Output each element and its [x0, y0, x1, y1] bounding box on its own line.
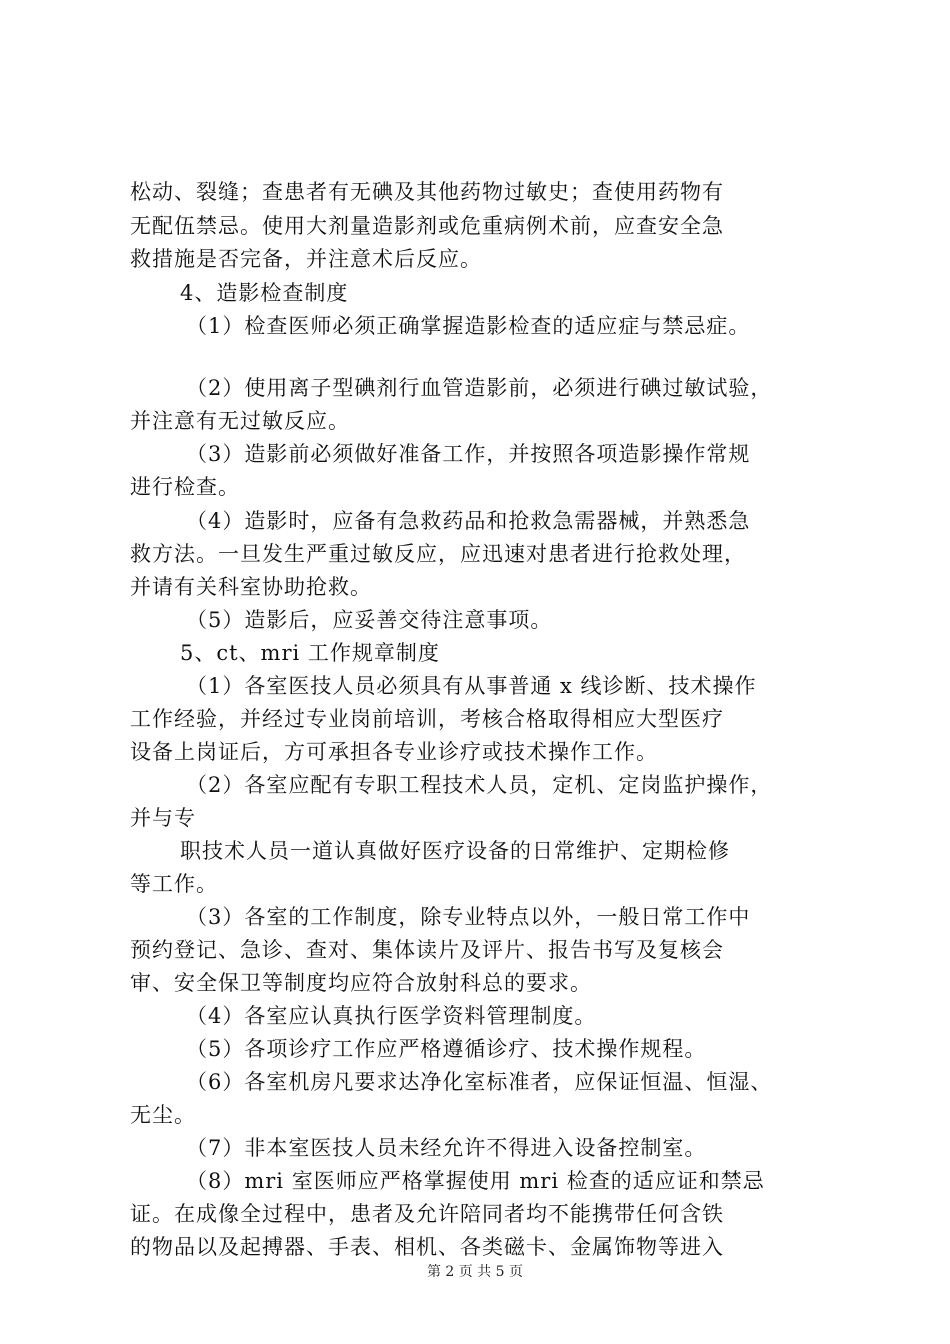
- body-text-line: （2）各室应配有专职工程技术人员，定机、定岗监护操作，: [186, 773, 773, 797]
- body-text-line: 无配伍禁忌。使用大剂量造影剂或危重病例术前，应查安全急: [130, 214, 724, 238]
- body-text-line: （5）造影后，应妥善交待注意事项。: [186, 608, 553, 632]
- section-heading: 5、ct、mri 工作规章制度: [180, 641, 440, 665]
- body-text-line: 审、安全保卫等制度均应符合放射科总的要求。: [130, 971, 592, 995]
- body-text-line: （8）mri 室医师应严格掌握使用 mri 检查的适应证和禁忌: [186, 1169, 765, 1193]
- body-text-line: 并与专: [130, 806, 196, 830]
- page-number-footer: 第 2 页 共 5 页: [426, 1264, 524, 1280]
- body-text-line: 等工作。: [130, 872, 218, 896]
- body-text-line: （1）检查医师必须正确掌握造影检查的适应症与禁忌症。: [186, 314, 751, 338]
- body-text-line: 救方法。一旦发生严重过敏反应，应迅速对患者进行抢救处理，: [130, 542, 746, 566]
- body-text-line: 并请有关科室协助抢救。: [130, 575, 372, 599]
- body-text-line: （3）各室的工作制度，除专业特点以外，一般日常工作中: [186, 905, 751, 929]
- body-text-line: （5）各项诊疗工作应严格遵循诊疗、技术操作规程。: [186, 1037, 707, 1061]
- body-text-line: 工作经验，并经过专业岗前培训，考核合格取得相应大型医疗: [130, 707, 724, 731]
- body-text-line: （1）各室医技人员必须具有从事普通 x 线诊断、技术操作: [186, 674, 757, 698]
- body-text-line: 的物品以及起搏器、手表、相机、各类磁卡、金属饰物等进入: [130, 1235, 724, 1259]
- body-text-line: 无尘。: [130, 1103, 196, 1127]
- body-text-line: 进行检查。: [130, 475, 240, 499]
- body-text-line: （4）各室应认真执行医学资料管理制度。: [186, 1004, 597, 1028]
- body-text-line: 救措施是否完备，并注意术后反应。: [130, 247, 482, 271]
- section-heading: 4、造影检查制度: [180, 281, 349, 305]
- body-text-line: （3）造影前必须做好准备工作，并按照各项造影操作常规: [186, 442, 751, 466]
- body-text-line: 证。在成像全过程中，患者及允许陪同者均不能携带任何含铁: [130, 1202, 724, 1226]
- body-text-line: 预约登记、急诊、查对、集体读片及评片、报告书写及复核会: [130, 938, 724, 962]
- body-text-line: （7）非本室医技人员未经允许不得进入设备控制室。: [186, 1136, 707, 1160]
- body-text-line: （6）各室机房凡要求达净化室标准者，应保证恒温、恒湿、: [186, 1070, 773, 1094]
- body-text-line: 并注意有无过敏反应。: [130, 409, 350, 433]
- body-text-line: （4）造影时，应备有急救药品和抢救急需器械，并熟悉急: [186, 509, 751, 533]
- body-text-line: 松动、裂缝；查患者有无碘及其他药物过敏史；查使用药物有: [130, 180, 724, 204]
- body-text-line: 设备上岗证后，方可承担各专业诊疗或技术操作工作。: [130, 740, 658, 764]
- body-text-line: 职技术人员一道认真做好医疗设备的日常维护、定期检修: [180, 839, 730, 863]
- body-text-line: （2）使用离子型碘剂行血管造影前，必须进行碘过敏试验，: [186, 376, 773, 400]
